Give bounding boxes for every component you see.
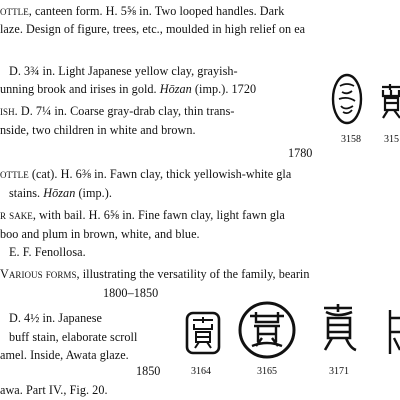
mark-3164-number: 3164 [191,366,211,377]
entry-line-15 [9,330,137,344]
mark-partial [388,308,400,356]
text-run: in. Fawn clay, thick yellowish-white gla [91,167,292,181]
date-1850 [136,364,160,379]
mark-3158 [330,72,366,134]
text-run: ⅜ [81,167,92,181]
text-run: , canteen form. H. 5 [28,4,127,18]
text-run: (cat). H. 6 [28,167,82,181]
entry-line-18 [0,383,108,397]
text-run: (imp.). [75,186,112,200]
entry-line-2 [0,22,305,36]
text-run: Various forms [0,267,77,281]
kanji-mark-icon [380,84,400,124]
mark-3171 [320,304,358,358]
text-run: boo and plum in brown, white, and blue. [0,227,200,241]
text-run: , illustrating the versatility of the family, bearin [76,267,310,281]
kanji-mark-icon [388,308,400,356]
text-run: (imp.). 1720 [191,82,257,96]
text-run: ¾ [30,64,40,78]
text-run: in. Fine fawn clay, light fawn gla [119,208,285,222]
entry-line-6 [0,123,196,137]
kanji-mark-icon [320,304,358,358]
entry-line-13 [103,286,158,300]
text-run: 1850 [136,364,161,378]
entry-line-16 [0,348,129,362]
text-run: ¼ [42,104,52,118]
text-run: laze. Design of figure, trees, etc., moulded in high relief on ea [0,22,306,36]
oval-seal-mark-icon [330,72,366,134]
text-run: nside, two children in white and brown. [0,123,196,137]
text-run: r sake [0,208,33,222]
entry-line-8 [9,186,112,200]
text-run: 1800–1850 [103,286,159,300]
mark-315x [380,84,400,124]
text-run: . D. 7 [14,104,43,118]
text-run: in. Two looped handles. Dark [136,4,285,18]
entry-line-10 [0,227,200,241]
mark-3165-number: 3165 [257,366,277,377]
text-run: ⅝ [126,4,137,18]
entry-line-4 [0,82,256,96]
mark-3171-number: 3171 [329,366,349,377]
text-run: Hōzan [43,186,76,200]
text-run: ish [0,104,15,118]
text-run: in. Japanese [39,311,102,325]
entry-line-9 [0,208,285,222]
entry-line-1 [0,4,284,18]
mark-315x-number: 315 [384,134,399,145]
entry-line-14 [9,311,102,325]
round-seal-mark-icon [236,300,298,360]
text-run: , with bail. H. 6 [32,208,110,222]
text-run: E. F. Fenollosa. [9,245,86,259]
text-run: ottle [0,4,29,18]
text-run: in. Coarse gray-drab clay, thin trans- [51,104,235,118]
text-run: D. 3 [9,64,31,78]
text-run: stains. [9,186,44,200]
text-run: buff stain, elaborate scroll [9,330,138,344]
entry-line-5 [0,104,234,118]
entry-line-11 [9,245,86,259]
text-run: unning brook and irises in gold. [0,82,160,96]
text-run: Hōzan [159,82,192,96]
mark-3165 [236,300,298,360]
text-run: ½ [30,311,40,325]
entry-line-12 [0,267,310,281]
entry-line-3 [9,64,238,78]
text-run: in. Light Japanese yellow clay, grayish- [39,64,238,78]
square-seal-mark-icon [184,310,224,356]
mark-3158-number: 3158 [341,134,361,145]
text-run: ottle [0,167,29,181]
text-run: D. 4 [9,311,31,325]
entry-line-7 [0,167,291,181]
text-run: awa. Part IV., Fig. 20. [0,383,108,397]
text-run: ⅝ [109,208,120,222]
mark-3164 [184,310,224,356]
text-run: amel. Inside, Awata glaze. [0,348,129,362]
date-1780: 1780 [288,146,313,160]
